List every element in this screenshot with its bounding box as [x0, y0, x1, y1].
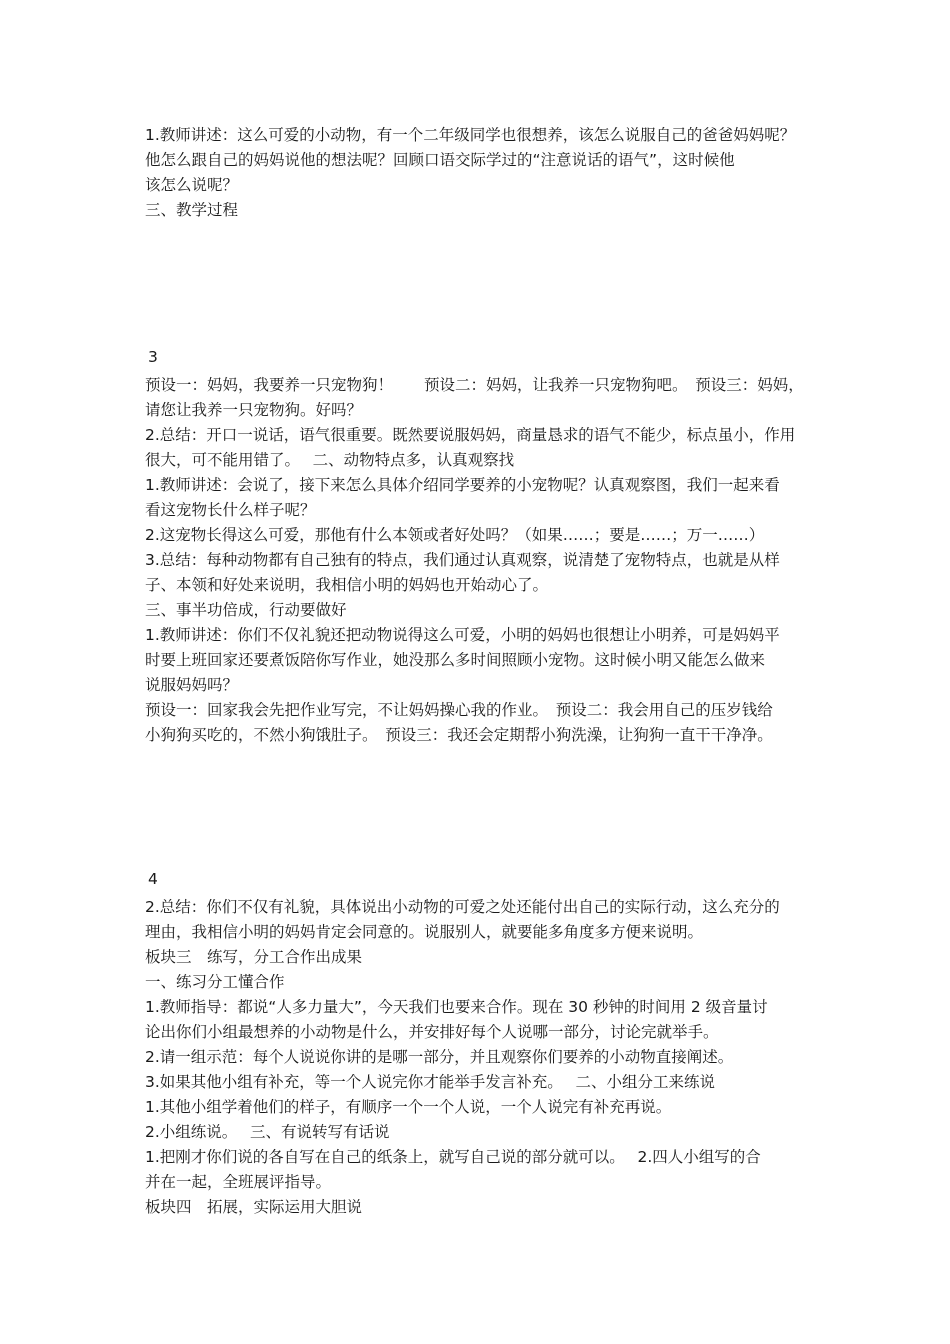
- paragraph-line: 3.总结：每种动物都有自己独有的特点，我们通过认真观察，说清楚了宠物特点，也就是从样: [145, 551, 780, 569]
- paragraph-line: 2.总结：开口一说话，语气很重要。既然要说服妈妈，商量恳求的语气不能少，标点虽小，作用: [145, 426, 796, 444]
- page-number: 3: [148, 348, 158, 366]
- paragraph-line: 预设一：回家我会先把作业写完，不让妈妈操心我的作业。 预设二：我会用自己的压岁钱给: [145, 701, 773, 719]
- paragraph-line: 1.教师讲述：这么可爱的小动物，有一个二年级同学也很想养，该怎么说服自己的爸爸妈妈呢？: [145, 126, 796, 144]
- paragraph-line: 时要上班回家还要煮饭陪你写作业，她没那么多时间照顾小宠物。这时候小明又能怎么做来: [145, 651, 766, 669]
- paragraph-line: 预设一：妈妈，我要养一只宠物狗！ 预设二：妈妈，让我养一只宠物狗吧。 预设三：妈妈，: [145, 376, 804, 394]
- text-block-top: [145, 123, 825, 223]
- paragraph-line: 他怎么跟自己的妈妈说他的想法呢？回顾口语交际学过的“注意说话的语气”，这时候他: [145, 151, 735, 169]
- paragraph-line: 1.把刚才你们说的各自写在自己的纸条上，就写自己说的部分就可以。 2.四人小组写的合: [145, 1148, 761, 1166]
- paragraph-line: 1.其他小组学着他们的样子，有顺序一个一个人说，一个人说完有补充再说。: [145, 1098, 672, 1116]
- paragraph-line: 论出你们小组最想养的小动物是什么，并安排好每个人说哪一部分，讨论完就举手。: [145, 1023, 719, 1041]
- paragraph-line: 理由，我相信小明的妈妈肯定会同意的。说服别人，就要能多角度多方便来说明。: [145, 923, 704, 941]
- text-block-bottom: [145, 895, 825, 1220]
- section-heading: 板块三 练写，分工合作出成果: [145, 948, 363, 966]
- paragraph-line: 该怎么说呢？: [145, 176, 239, 194]
- paragraph-line: 2.总结：你们不仅有礼貌，具体说出小动物的可爱之处还能付出自己的实际行动，这么充分的: [145, 898, 780, 916]
- paragraph-line: 很大，可不能用错了。 二、动物特点多，认真观察找: [145, 451, 515, 469]
- paragraph-line: 1.教师指导：都说“人多力量大”，今天我们也要来合作。现在 30 秒钟的时间用 2 级音量讨: [145, 998, 768, 1016]
- paragraph-line: 1.教师讲述：你们不仅礼貌还把动物说得这么可爱，小明的妈妈也很想让小明养，可是妈妈平: [145, 626, 780, 644]
- page-number: 4: [148, 870, 158, 888]
- paragraph-line: 1.教师讲述：会说了，接下来怎么具体介绍同学要养的小宠物呢？认真观察图，我们一起来看: [145, 476, 780, 494]
- paragraph-line: 子、本领和好处来说明，我相信小明的妈妈也开始动心了。: [145, 576, 549, 594]
- paragraph-line: 2.请一组示范：每个人说说你讲的是哪一部分，并且观察你们要养的小动物直接阐述。: [145, 1048, 734, 1066]
- section-heading: 板块四 拓展，实际运用大胆说: [145, 1198, 363, 1216]
- text-block-middle: [145, 373, 825, 748]
- paragraph-line: 请您让我养一只宠物狗。好吗？: [145, 401, 363, 419]
- paragraph-line: 说服妈妈吗？: [145, 676, 239, 694]
- paragraph-line: 3.如果其他小组有补充，等一个人说完你才能举手发言补充。 二、小组分工来练说: [145, 1073, 715, 1091]
- paragraph-line: 并在一起，全班展评指导。: [145, 1173, 332, 1191]
- section-heading: 一、练习分工懂合作: [145, 973, 285, 991]
- paragraph-line: 小狗狗买吃的，不然小狗饿肚子。 预设三：我还会定期帮小狗洗澡，让狗狗一直干干净净。: [145, 726, 773, 744]
- paragraph-line: 2.小组练说。 三、有说转写有话说: [145, 1123, 390, 1141]
- paragraph-line: 2.这宠物长得这么可爱，那他有什么本领或者好处吗？（如果……；要是……；万一……）: [145, 526, 765, 544]
- paragraph-line: 看这宠物长什么样子呢？: [145, 501, 316, 519]
- section-heading: 三、事半功倍成，行动要做好: [145, 601, 347, 619]
- section-heading: 三、教学过程: [145, 201, 239, 219]
